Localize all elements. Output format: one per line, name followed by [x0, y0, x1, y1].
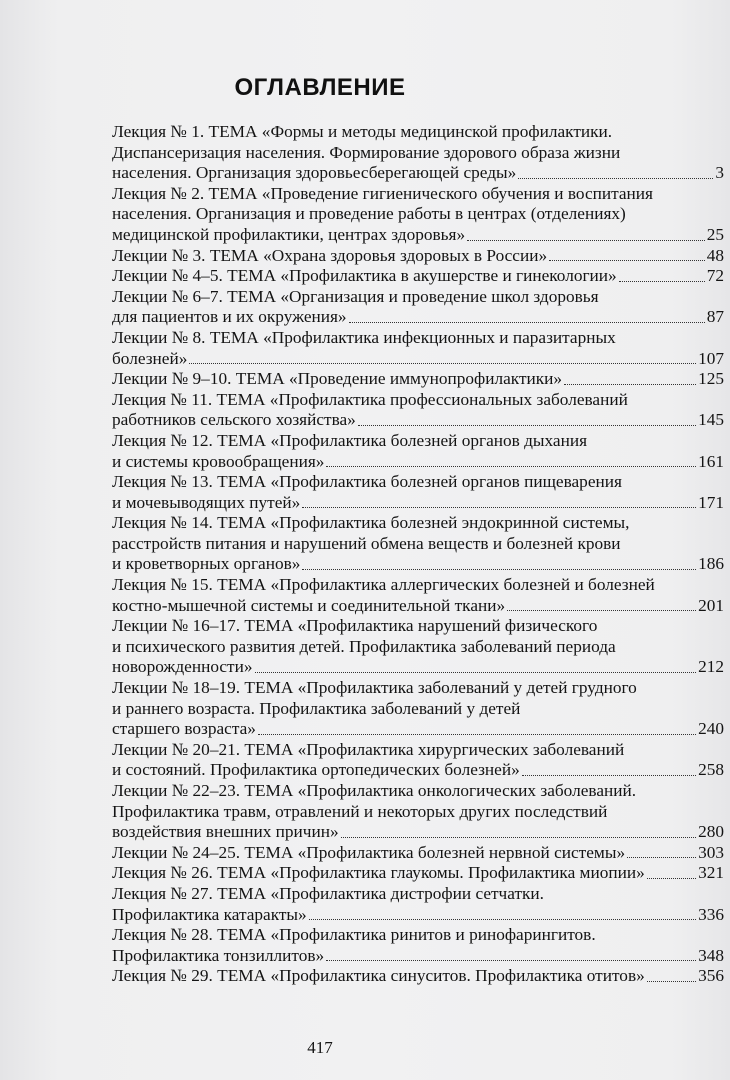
- toc-line: [112, 781, 724, 802]
- toc-line: [112, 246, 724, 267]
- dot-leader: [549, 260, 705, 261]
- toc-page-number: 348: [698, 945, 724, 965]
- toc-line-text: Лекция № 2. ТЕМА «Проведение гигиенического обучения и воспитания: [112, 183, 654, 203]
- toc-line-text: и состояний. Профилактика ортопедических болезней»: [112, 760, 520, 780]
- toc-page-number: 201: [698, 595, 724, 615]
- toc-line: [112, 719, 724, 740]
- toc-line: [112, 204, 724, 225]
- toc-line: [112, 966, 724, 987]
- toc-line: [112, 472, 724, 493]
- toc-page-number: 107: [698, 348, 724, 368]
- dot-leader: [467, 240, 705, 241]
- toc-line: [112, 452, 724, 473]
- toc-line-text: новорожденности»: [112, 657, 253, 677]
- toc-line: [112, 802, 724, 823]
- toc-page-number: 258: [698, 760, 724, 780]
- dot-leader: [647, 981, 696, 982]
- toc-page-number: 303: [698, 842, 724, 862]
- toc-line: [112, 328, 724, 349]
- toc-line-text: для пациентов и их окружения»: [112, 307, 347, 327]
- dot-leader: [522, 775, 696, 776]
- toc-line: [112, 410, 724, 431]
- toc-line-text: населения. Организация и проведение работы в центрах (отделениях): [112, 204, 626, 224]
- toc-line-text: Лекции № 20–21. ТЕМА «Профилактика хирургических заболеваний: [112, 739, 625, 759]
- toc-page-number: 145: [698, 410, 724, 430]
- toc-line: [112, 534, 724, 555]
- dot-leader: [302, 569, 696, 570]
- toc-page-number: 171: [698, 492, 724, 512]
- toc-line: [112, 493, 724, 514]
- toc-line: [112, 657, 724, 678]
- toc-line-text: Лекция № 1. ТЕМА «Формы и методы медицинской профилактики.: [112, 122, 613, 141]
- toc-line: [112, 925, 724, 946]
- toc-line-text: Лекции № 8. ТЕМА «Профилактика инфекционных и паразитарных: [112, 327, 616, 347]
- toc-line-text: Лекция № 14. ТЕМА «Профилактика болезней эндокринной системы,: [112, 513, 630, 533]
- toc-line: [112, 163, 724, 184]
- toc-line-text: и мочевыводящих путей»: [112, 492, 301, 512]
- toc-line-text: Лекции № 3. ТЕМА «Охрана здоровья здоровых в России»: [112, 245, 548, 265]
- toc-line-text: Лекции № 6–7. ТЕМА «Организация и проведение школ здоровья: [112, 286, 599, 306]
- toc-line: [112, 616, 724, 637]
- toc-line-text: старшего возраста»: [112, 719, 256, 739]
- toc-line-text: и кроветворных органов»: [112, 554, 301, 574]
- toc-page-number: 72: [706, 266, 724, 286]
- toc-line: [112, 369, 724, 390]
- toc-line: [112, 307, 724, 328]
- toc-page-number: 125: [698, 369, 724, 389]
- dot-leader: [326, 466, 696, 467]
- toc-line: [112, 863, 724, 884]
- page-title: ОГЛАВЛЕНИЕ: [234, 74, 406, 101]
- toc-line: [112, 822, 724, 843]
- toc-line: [112, 699, 724, 720]
- toc-page-number: 280: [698, 822, 724, 842]
- toc-line-text: Лекция № 12. ТЕМА «Профилактика болезней органов дыхания: [112, 430, 588, 450]
- toc-line-text: Лекция № 28. ТЕМА «Профилактика ринитов и ринофарингитов.: [112, 925, 596, 945]
- toc-page-number: 186: [698, 554, 724, 574]
- toc-line-text: Профилактика травм, отравлений и некоторых других последствий: [112, 801, 608, 821]
- toc-line-text: болезней»: [112, 348, 188, 368]
- toc-line-text: костно-мышечной системы и соединительной ткани»: [112, 595, 506, 615]
- toc-line-text: Лекции № 9–10. ТЕМА «Проведение иммунопрофилактики»: [112, 369, 563, 389]
- dot-leader: [507, 610, 696, 611]
- toc-page-number: 48: [706, 245, 724, 265]
- toc-line-text: населения. Организация здоровьесберегающей среды»: [112, 163, 517, 183]
- toc-line-text: Лекции № 16–17. ТЕМА «Профилактика нарушений физического: [112, 616, 598, 636]
- toc-line-text: Лекции № 18–19. ТЕМА «Профилактика заболеваний у детей грудного: [112, 678, 637, 698]
- toc-page-number: 161: [698, 451, 724, 471]
- toc-line-text: расстройств питания и нарушений обмена веществ и болезней крови: [112, 533, 621, 553]
- dot-leader: [326, 960, 696, 961]
- toc-line: [112, 884, 724, 905]
- toc-line-text: Лекция № 13. ТЕМА «Профилактика болезней органов пищеварения: [112, 472, 622, 492]
- toc-line: [112, 431, 724, 452]
- toc-line-text: медицинской профилактики, центрах здоровья»: [112, 224, 466, 244]
- toc-line: [112, 760, 724, 781]
- toc-line-text: и раннего возраста. Профилактика заболеваний у детей: [112, 698, 521, 718]
- page-number: 417: [307, 1038, 333, 1057]
- toc-line: [112, 740, 724, 761]
- toc-page-number: 87: [706, 307, 724, 327]
- toc-page-number: 240: [698, 719, 724, 739]
- toc-page-number: 356: [698, 966, 724, 986]
- toc-line-text: работников сельского хозяйства»: [112, 410, 356, 430]
- toc-page-number: 336: [698, 904, 724, 924]
- toc-line: [112, 287, 724, 308]
- toc-line: [112, 637, 724, 658]
- dot-leader: [309, 919, 696, 920]
- toc-line: [112, 596, 724, 617]
- dot-leader: [647, 878, 696, 879]
- toc-line: [112, 946, 724, 967]
- toc-line: [112, 554, 724, 575]
- toc-line: [112, 266, 724, 287]
- dot-leader: [341, 837, 696, 838]
- toc-line: [112, 905, 724, 926]
- toc-page-number: 212: [698, 657, 724, 677]
- dot-leader: [302, 507, 696, 508]
- toc-line-text: Профилактика катаракты»: [112, 904, 307, 924]
- dot-leader: [258, 734, 696, 735]
- toc-line: [112, 143, 724, 164]
- toc-line-text: Лекции № 24–25. ТЕМА «Профилактика болезней нервной системы»: [112, 842, 626, 862]
- dot-leader: [627, 857, 696, 858]
- toc-line-text: Лекция № 15. ТЕМА «Профилактика аллергических болезней и болезней: [112, 575, 655, 595]
- toc-line: [112, 678, 724, 699]
- toc-line-text: Лекция № 29. ТЕМА «Профилактика синуситов. Профилактика отитов»: [112, 966, 645, 986]
- toc-line: [112, 349, 724, 370]
- dot-leader: [564, 384, 696, 385]
- toc-line-text: и психического развития детей. Профилактика заболеваний периода: [112, 636, 616, 656]
- dot-leader: [518, 178, 713, 179]
- table-of-contents: [112, 122, 724, 987]
- toc-line-text: Лекция № 11. ТЕМА «Профилактика профессиональных заболеваний: [112, 389, 628, 409]
- toc-page-number: 25: [706, 224, 724, 244]
- toc-line-text: Лекция № 26. ТЕМА «Профилактика глаукомы. Профилактика миопии»: [112, 863, 645, 883]
- toc-line-text: Профилактика тонзиллитов»: [112, 945, 325, 965]
- dot-leader: [358, 425, 696, 426]
- toc-line-text: Диспансеризация населения. Формирование здорового образа жизни: [112, 142, 621, 162]
- toc-page-number: 3: [715, 163, 724, 183]
- toc-line-text: и системы кровообращения»: [112, 451, 325, 471]
- toc-line-text: воздействия внешних причин»: [112, 822, 339, 842]
- dot-leader: [189, 363, 696, 364]
- dot-leader: [255, 672, 697, 673]
- toc-line-text: Лекции № 22–23. ТЕМА «Профилактика онкологических заболеваний.: [112, 781, 637, 800]
- toc-line: [112, 513, 724, 534]
- toc-line-text: Лекция № 27. ТЕМА «Профилактика дистрофии сетчатки.: [112, 883, 544, 903]
- toc-page-number: 321: [698, 863, 724, 883]
- toc-line: [112, 184, 724, 205]
- toc-line: [112, 575, 724, 596]
- toc-line: [112, 122, 724, 143]
- dot-leader: [349, 322, 705, 323]
- toc-line: [112, 843, 724, 864]
- toc-line: [112, 225, 724, 246]
- toc-line-text: Лекции № 4–5. ТЕМА «Профилактика в акушерстве и гинекологии»: [112, 266, 617, 286]
- toc-line: [112, 390, 724, 411]
- dot-leader: [619, 281, 705, 282]
